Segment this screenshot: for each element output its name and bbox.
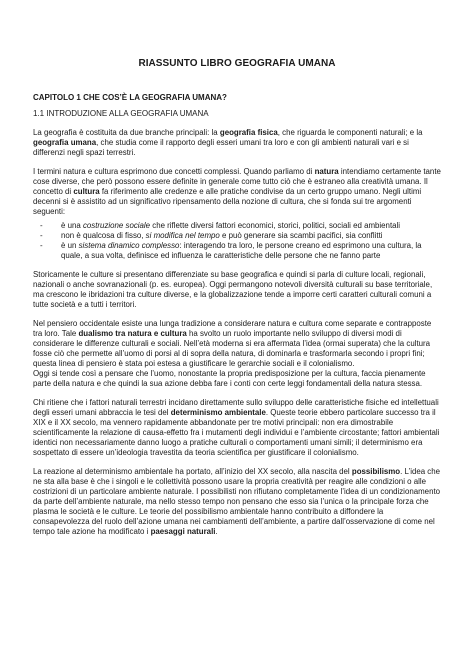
- paragraph-dualism: Nel pensiero occidentale esiste una lunga tradizione a considerare natura e cultura come separate e contrapposte tra loro. Tale dualismo tra natura e cultura ha svolto un ruolo importante nello sviluppo di diversi modi di considerare le differenze culturali e sociali. Nell’età moderna si era affermata l’idea (ormai superata) che la cultura fosse ciò che permette all’uomo di porsi al di sopra della natura, di dominarla e trasformarla secondo i propri fini; questa linea di pensiero è stata poi estesa a giustificare le gerarchie sociali e il colonialismo. Oggi si tende così a pensare che l’uomo, nonostante la propria predisposizione per la cultura, faccia pienamente parte della natura e che quindi la sua azione debba fare i conti con certe leggi fondamentali della natura stessa.: [33, 319, 432, 388]
- paragraph-geographic-cultures: Storicamente le culture si presentano differenziate su base geografica e quindi si parla di culture locali, regionali, nazionali o anche sovranazionali (p. es. europea). Oggi permangono notevoli diversità culturali su base territoriale, ma crescono le ibridazioni tra culture diverse, e la globalizzazione tende a imporre certi caratteri culturali comuni a tutte società e a tutti i territori.: [33, 270, 433, 309]
- section-heading: 1.1 INTRODUZIONE ALLA GEOGRAFIA UMANA: [33, 109, 209, 118]
- chapter-heading: CAPITOLO 1 CHE COS’È LA GEOGRAFIA UMANA?: [33, 93, 227, 102]
- paragraph-determinism: Chi ritiene che i fattori naturali terrestri incidano direttamente sullo sviluppo delle caratteristiche fisiche ed intellettuali degli esseri umani abbraccia le tesi del determinismo ambientale. Queste teorie ebbero particolare successo tra il XIX e il XX secolo, ma vennero rapidamente abbandonate per tre motivi principali: non era dimostrabile scientificamente la relazione di causa-effetto fra i mutamenti degli individui e l’ambiente circostante; fattori ambientali identici non necessariamente danno luogo a pratiche culturali o comportamenti umani simili; il determinismo era sospettato di essere un’ideologia travestita da teoria scientifica per giustificare il colonialismo.: [33, 398, 440, 457]
- culture-arguments-list: [33, 221, 441, 261]
- paragraph-branches: La geografia è costituita da due branche principali: la geografia fisica, che riguarda le componenti naturali; e la geografia umana, che studia come il rapporto degli esseri umani tra loro e con gli ambienti naturali vari e si differenzi negli spazi terrestri.: [33, 128, 423, 157]
- paragraph-nature-culture: I termini natura e cultura esprimono due concetti complessi. Quando parliamo di natura intendiamo certamente tante cose diverse, che però possono essere definite in generale come tutto ciò che è estraneo alla creatività umana. Il concetto di cultura fa riferimento alle credenze e alle pratiche condivise da un certo gruppo umano. Negli ultimi decenni si è assistito ad un significativo ripensamento della nozione di cultura, che si fonda sui tre argomenti seguenti:: [33, 167, 441, 216]
- list-item: - è un sistema dinamico complesso: interagendo tra loro, le persone creano ed esprimono una cultura, la quale, a sua volta, definisce ed influenza le caratteristiche delle persone che ne fanno parte: [33, 241, 441, 261]
- list-item: - non è qualcosa di fisso, si modifica nel tempo e può generare sia scambi pacifici, sia conflitti: [33, 231, 441, 241]
- list-item: - è una costruzione sociale che riflette diversi fattori economici, storici, politici, sociali ed ambientali: [33, 221, 441, 231]
- paragraph-possibilism: La reazione al determinismo ambientale ha portato, all’inizio del XX secolo, alla nascita del possibilismo. L’idea che ne sta alla base è che i singoli e le collettività possono usare la propria creatività per reagire alle condizioni o alle costrizioni di un particolare ambiente naturale. I possibilisti non rifiutano completamente l’idea di un condizionamento da parte dell’ambiente naturale, ma nello stesso tempo non pensano che esso sia l’unica o la principale forza che plasma le società e le culture. Le teorie del possibilismo ambientale hanno contribuito a diffondere la consapevolezza del ruolo dell’azione umana nei cambiamenti dell’ambiente, a partire dall’osservazione di come nel tempo tale azione ha modificato i paesaggi naturali.: [33, 467, 441, 536]
- document-title: RIASSUNTO LIBRO GEOGRAFIA UMANA: [138, 58, 336, 69]
